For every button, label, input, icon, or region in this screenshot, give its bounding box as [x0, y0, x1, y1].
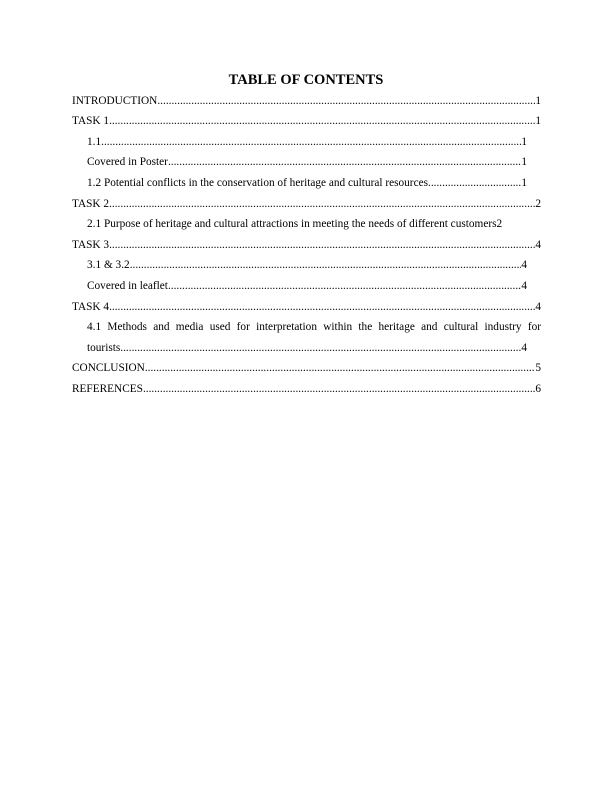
- toc-entry-1-1[interactable]: [72, 128, 541, 149]
- toc-entry-references[interactable]: [72, 375, 541, 396]
- toc-entry-label: 2.1 Purpose of heritage and cultural attractions in meeting the needs of different customers: [87, 218, 497, 231]
- toc-list: [72, 87, 541, 396]
- toc-entry-introduction[interactable]: [72, 87, 541, 108]
- toc-entry-label: Covered in leaflet: [87, 279, 168, 292]
- toc-page-number: 1: [521, 156, 527, 169]
- toc-page-number: 4: [535, 300, 541, 313]
- toc-dot-leader: [143, 383, 535, 396]
- toc-dot-leader: [109, 198, 535, 211]
- toc-entry-task-4[interactable]: [72, 293, 541, 314]
- toc-entry-4-1[interactable]: [72, 314, 541, 355]
- toc-dot-leader: [145, 362, 536, 375]
- toc-dot-leader: [168, 280, 521, 293]
- toc-entry-2-1[interactable]: [72, 211, 541, 232]
- toc-entry-label-line-2: [87, 334, 541, 355]
- toc-entry-task-2[interactable]: [72, 190, 541, 211]
- toc-entry-covered-in-poster[interactable]: [72, 149, 541, 170]
- toc-entry-label-line-1: [87, 314, 541, 335]
- toc-dot-leader: [109, 239, 535, 252]
- toc-entry-label-text: 4.1 Methods and media used for interpretation within the heritage and cultural industry for: [87, 321, 541, 334]
- toc-page-number: 5: [535, 362, 541, 375]
- toc-dot-leader: [109, 115, 535, 128]
- toc-dot-leader: [101, 136, 521, 149]
- toc-page-number: 4: [535, 238, 541, 251]
- toc-entry-label: 1.1: [87, 135, 102, 148]
- toc-dot-leader: [157, 95, 535, 108]
- toc-dot-leader: [120, 342, 521, 355]
- toc-page-number: 4: [521, 341, 527, 354]
- toc-page-number: 1: [521, 176, 527, 189]
- toc-page-number: 2: [535, 197, 541, 210]
- toc-entry-label: 1.2 Potential conflicts in the conservation of heritage and cultural resources: [87, 176, 428, 189]
- toc-entry-1-2[interactable]: [72, 169, 541, 190]
- toc-page-number: 4: [521, 259, 527, 272]
- toc-entry-label: CONCLUSION: [72, 362, 145, 375]
- toc-title: TABLE OF CONTENTS: [228, 72, 384, 88]
- toc-dot-leader: [109, 301, 535, 314]
- toc-entry-label: TASK 1: [72, 115, 110, 128]
- toc-page-number: 1: [521, 135, 527, 148]
- toc-entry-label: Covered in Poster: [87, 156, 168, 169]
- toc-entry-task-3[interactable]: [72, 231, 541, 252]
- toc-entry-label: INTRODUCTION: [72, 94, 158, 107]
- toc-page-number: 4: [521, 279, 527, 292]
- toc-page-number: 2: [496, 218, 503, 231]
- toc-dot-leader: [130, 259, 522, 272]
- toc-entry-label: tourists: [87, 341, 121, 354]
- toc-entry-3-1-3-2[interactable]: [72, 252, 541, 273]
- toc-page-number: 6: [535, 382, 541, 395]
- toc-entry-covered-in-leaflet[interactable]: [72, 272, 541, 293]
- toc-entry-label: TASK 2: [72, 197, 110, 210]
- toc-page-number: 1: [535, 115, 541, 128]
- toc-dot-leader: [428, 177, 521, 190]
- toc-entry-task-1[interactable]: [72, 108, 541, 129]
- toc-entry-conclusion[interactable]: [72, 355, 541, 376]
- toc-page-number: 1: [535, 94, 541, 107]
- toc-entry-label: TASK 4: [72, 300, 110, 313]
- toc-entry-label: REFERENCES: [72, 382, 143, 395]
- toc-entry-label: 3.1 & 3.2: [87, 259, 130, 272]
- toc-dot-leader: [168, 156, 521, 169]
- toc-entry-label: TASK 3: [72, 238, 110, 251]
